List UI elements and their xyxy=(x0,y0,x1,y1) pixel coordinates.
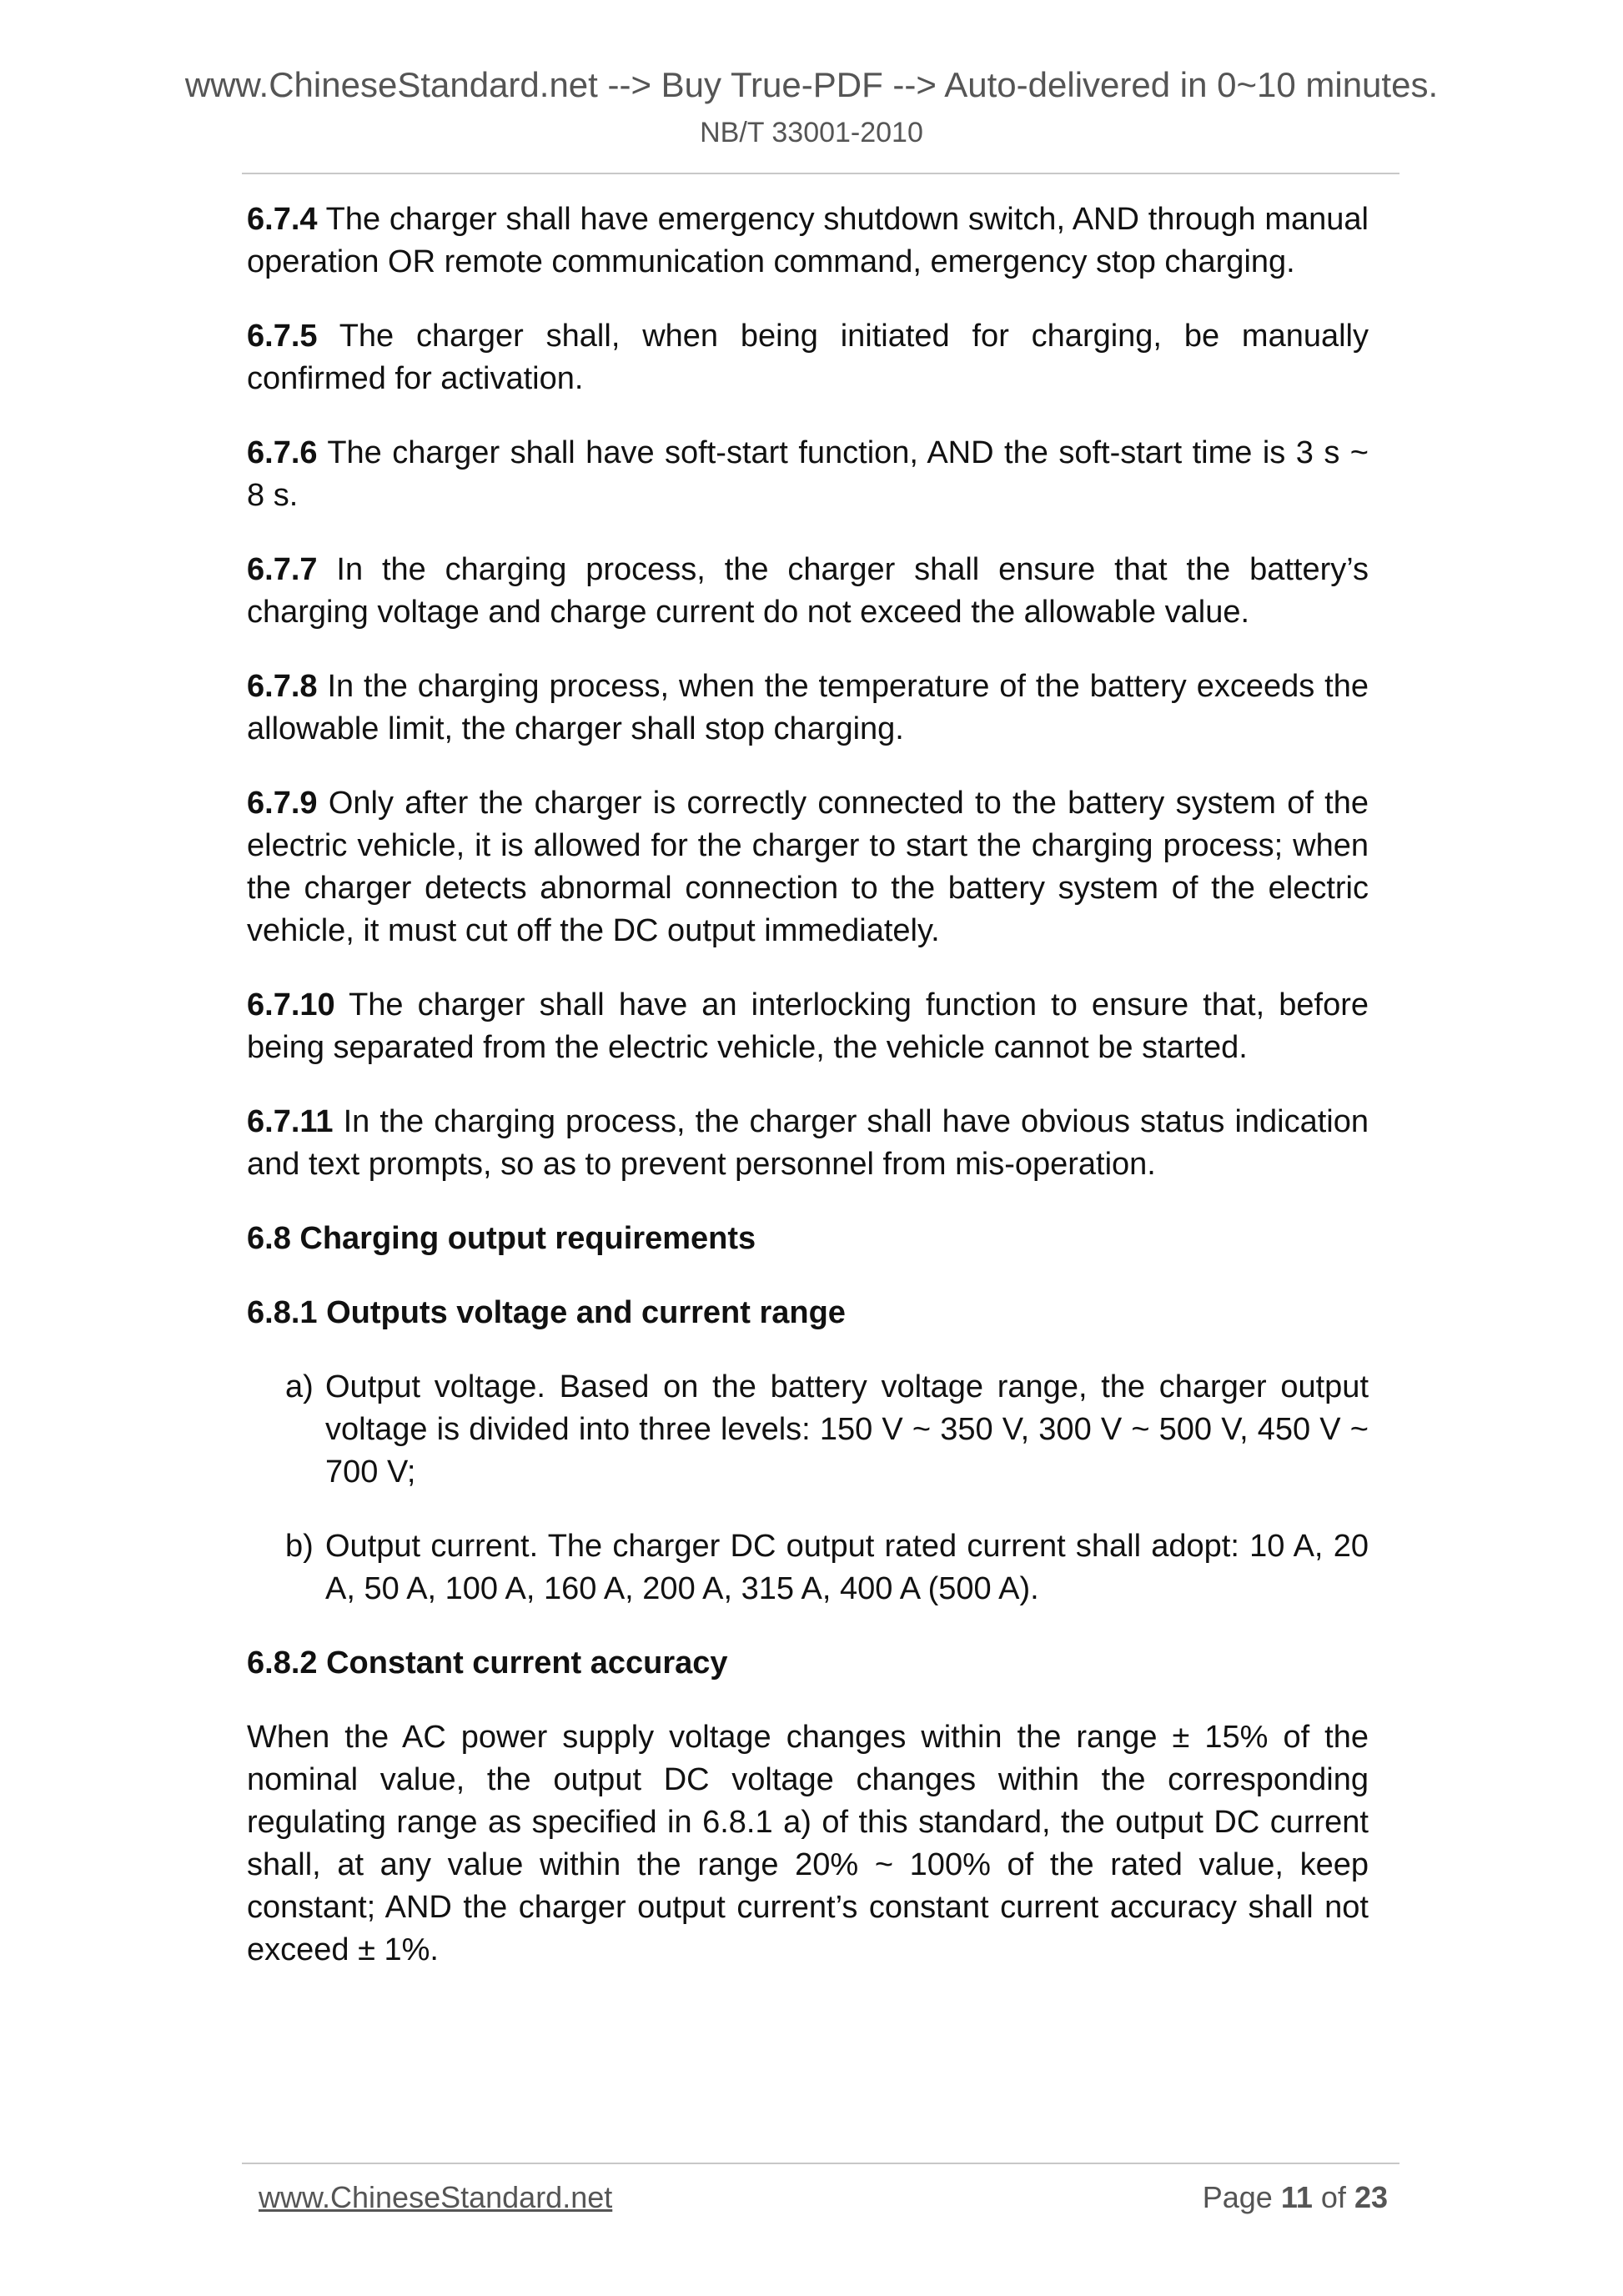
footer-site-link[interactable]: www.ChineseStandard.net xyxy=(259,2180,613,2214)
page-word: Page xyxy=(1202,2180,1273,2214)
clause-text: In the charging process, when the temperature of the battery exceeds the allowable limit, the charger shall stop charging. xyxy=(247,669,1369,746)
clause-6-7-6 xyxy=(247,432,1369,517)
page-current: 11 xyxy=(1280,2180,1313,2214)
page-total: 23 xyxy=(1354,2180,1388,2214)
clause-6-7-9 xyxy=(247,782,1369,952)
section-heading-6-8-1: 6.8.1 Outputs voltage and current range xyxy=(247,1295,846,1330)
paragraph-6-8-2: When the AC power supply voltage changes within the range ± 15% of the nominal value, the output DC voltage changes within the corresponding regulating range as specified in 6.8.1 a) of this standard, the output DC current shall, at any value within the range 20% ~ 100% of the rated value, keep constant; AND the charger output current’s constant current accuracy shall not exceed ± 1%. xyxy=(247,1720,1369,1967)
clause-6-7-8 xyxy=(247,666,1369,751)
clause-6-7-5 xyxy=(247,315,1369,400)
page-indicator xyxy=(1203,2180,1388,2215)
clause-number: 6.7.7 xyxy=(247,552,318,587)
list-item-text: Output current. The charger DC output rated current shall adopt: 10 A, 20 A, 50 A, 100 A, 160 A, 200 A, 315 A, 400 A (500 A). xyxy=(325,1529,1369,1606)
clause-number: 6.7.11 xyxy=(247,1104,334,1139)
section-heading-6-8: 6.8 Charging output requirements xyxy=(247,1221,756,1256)
list-item xyxy=(285,1525,1369,1610)
clause-text: In the charging process, the charger shall ensure that the battery’s charging voltage and charge current do not exceed the allowable value. xyxy=(247,552,1369,630)
header-divider xyxy=(242,173,1399,174)
list-item xyxy=(285,1366,1369,1494)
clause-number: 6.7.5 xyxy=(247,319,318,354)
clause-number: 6.7.4 xyxy=(247,202,318,237)
clause-number: 6.7.10 xyxy=(247,987,335,1022)
clause-6-7-10 xyxy=(247,984,1369,1069)
clause-text: In the charging process, the charger shall have obvious status indication and text prompts, so as to prevent personnel from mis-operation. xyxy=(247,1104,1369,1182)
of-word: of xyxy=(1320,2180,1346,2214)
list-marker: a) xyxy=(285,1369,314,1404)
clause-text: The charger shall have soft-start function, AND the soft-start time is 3 s ~ 8 s. xyxy=(247,435,1369,513)
footer-divider xyxy=(242,2163,1399,2164)
clause-6-7-11 xyxy=(247,1101,1369,1186)
document-body xyxy=(247,198,1369,2003)
list-marker: b) xyxy=(285,1529,314,1564)
clause-number: 6.7.8 xyxy=(247,669,318,704)
clause-text: The charger shall have emergency shutdown switch, AND through manual operation OR remote communication command, emergency stop charging. xyxy=(247,202,1369,279)
list-item-text: Output voltage. Based on the battery voltage range, the charger output voltage is divided into three levels: 150 V ~ 350 V, 300 V ~ 500 V, 450 V ~ 700 V; xyxy=(325,1369,1369,1490)
clause-6-7-4 xyxy=(247,198,1369,284)
clause-text: The charger shall, when being initiated for charging, be manually confirmed for activation. xyxy=(247,319,1369,396)
clause-text: The charger shall have an interlocking function to ensure that, before being separated from the electric vehicle, the vehicle cannot be started. xyxy=(247,987,1369,1065)
standard-number: NB/T 33001-2010 xyxy=(700,117,923,148)
clause-number: 6.7.9 xyxy=(247,786,318,821)
clause-6-7-7 xyxy=(247,549,1369,634)
header-banner: www.ChineseStandard.net --> Buy True-PDF --> Auto-delivered in 0~10 minutes. xyxy=(184,65,1439,104)
clause-number: 6.7.6 xyxy=(247,435,318,470)
output-range-list xyxy=(247,1366,1369,1610)
clause-text: Only after the charger is correctly connected to the battery system of the electric vehicle, it is allowed for the charger to start the charging process; when the charger detects abnormal connection to the battery system of the electric vehicle, it must cut off the DC output immediately. xyxy=(247,786,1369,948)
section-heading-6-8-2: 6.8.2 Constant current accuracy xyxy=(247,1645,728,1681)
